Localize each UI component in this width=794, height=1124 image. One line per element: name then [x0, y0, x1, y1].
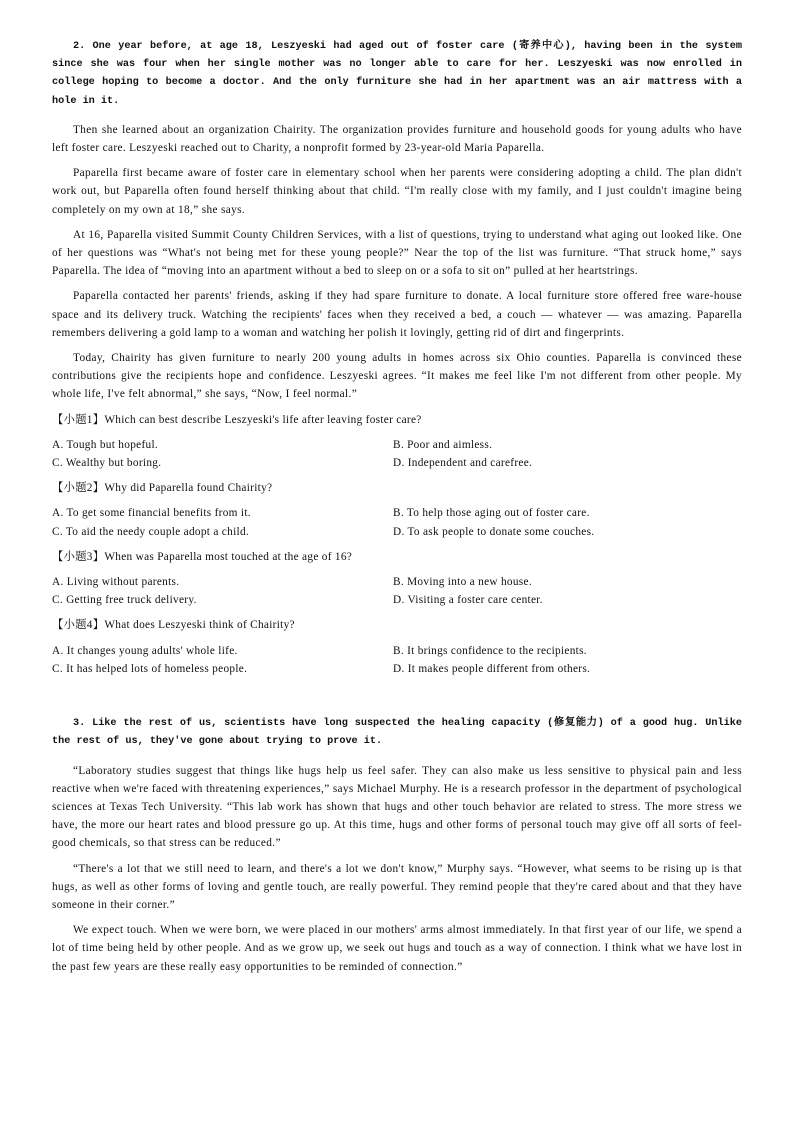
passage-2-paragraph-4: Paparella contacted her parents' friends, asking if they had spare furniture to donate. A local furniture store offered free ware-house space and its delivery truck. Watching the recipients' faces when they received a bed, a couch — whatever — was amazing. Paparella remembers delivering a gold lamp to a woman and watching her polish it lovingly, getting rid of dirt and fingerprints. [52, 290, 742, 339]
passage-3-paragraph-2: “There's a lot that we still need to learn, and there's a lot we don't know,” Murphy says. “However, what seems to be rising up is that hugs, as well as other forms of loving and gentle touch, are really powerful. They remind people that they're cared about and that they have someone in their corner.” [52, 862, 742, 911]
passage-2-paragraph-2: Paparella first became aware of foster care in elementary school when her parents were considering adopting a child. The plan didn't work out, but Paparella often found herself thinking about that child. “I'm really close with my family, and I just couldn't imagine being completely on my own at 18,” she says. [52, 167, 742, 216]
question-3-option-b: B. Moving into a new house. [393, 576, 532, 589]
question-1 [52, 411, 742, 473]
question-3-option-a: A. Living without parents. [52, 576, 180, 589]
passage-3-intro: 3. Like the rest of us, scientists have long suspected the healing capacity (修复能力) of a good hug. Unlike the rest of us, they've gone about trying to prove it. [52, 718, 742, 748]
question-1-option-c: C. Wealthy but boring. [52, 457, 162, 470]
section-spacer [52, 685, 742, 715]
passage-3 [52, 715, 742, 976]
question-3-option-c: C. Getting free truck delivery. [52, 594, 197, 607]
question-1-options [52, 436, 742, 472]
question-2-option-d: D. To ask people to donate some couches. [393, 525, 595, 538]
passage-2-paragraph-1: Then she learned about an organization Chairity. The organization provides furniture and household goods for young adults who have left foster care. Leszyeski reached out to Charity, a nonprofit formed by 23-year-old Maria Paparella. [52, 123, 742, 155]
passage-3-paragraph-3: We expect touch. When we were born, we were placed in our mothers' arms almost immediately. In that first year of our life, we spend a lot of time being held by other people. And as we grow up, we seek out hugs and touch as a way of connection. I think what we have lost in the past few years are these really easy opportunities to be reminded of connection.” [52, 924, 742, 973]
question-3-options [52, 573, 742, 609]
question-4-stem: 【小题4】What does Leszyeski think of Chairity? [52, 619, 295, 632]
question-3-stem: 【小题3】When was Paparella most touched at the age of 16? [52, 550, 353, 563]
question-2-option-c: C. To aid the needy couple adopt a child. [52, 525, 250, 538]
question-4-option-a: A. It changes young adults' whole life. [52, 644, 238, 657]
question-2 [52, 479, 742, 541]
question-1-option-b: B. Poor and aimless. [393, 438, 493, 451]
question-2-options [52, 504, 742, 540]
question-2-stem: 【小题2】Why did Paparella found Chairity? [52, 482, 273, 495]
passage-3-paragraph-1: “Laboratory studies suggest that things like hugs help us feel safer. They can also make us less sensitive to physical pain and less reactive when we're faced with threatening experiences,” says Michael Murphy. He is a research professor in the department of psychological sciences at Texas Tech University. “This lab work has shown that hugs and other touch behavior are related to stress. The more stress we have, the more our heart rates and blood pressure go up. At this time, hugs and other forms of personal touch may give off all sorts of feel-good chemicals, so that stress can be reduced.” [52, 764, 742, 850]
question-1-option-d: D. Independent and carefree. [393, 457, 533, 470]
question-4-option-c: C. It has helped lots of homeless people. [52, 662, 248, 675]
question-2-option-b: B. To help those aging out of foster care. [393, 507, 590, 520]
passage-2 [52, 38, 742, 678]
question-2-option-a: A. To get some financial benefits from it. [52, 507, 251, 520]
question-4-options [52, 642, 742, 678]
document-page [52, 38, 742, 983]
passage-2-paragraph-5: Today, Chairity has given furniture to nearly 200 young adults in homes across six Ohio counties. Paparella is convinced these contributions give the recipients hope and confidence. Leszyeski agrees. “It makes me feel like I'm not different from other people. My whole life, I've felt abnormal,” she says, “Now, I feel normal.” [52, 352, 742, 401]
question-4 [52, 616, 742, 678]
passage-2-intro: 2. One year before, at age 18, Leszyeski had aged out of foster care (寄养中心), having been in the system since she was four when her single mother was no longer able to care for her. Leszyeski was now enrolled in college hoping to become a doctor. And the only furniture she had in her apartment was an air mattress with a hole in it. [52, 41, 742, 107]
passage-2-paragraph-3: At 16, Paparella visited Summit County Children Services, with a list of questions, trying to understand what aging out looked like. One of her questions was “What's not being met for these young people?” Near the top of the list was furniture. “That struck home,” says Paparella. The idea of “moving into an apartment without a bed to sleep on or a sofa to sit on” pulled at her heartstrings. [52, 228, 742, 278]
question-1-option-a: A. Tough but hopeful. [52, 438, 159, 451]
question-4-option-b: B. It brings confidence to the recipients. [393, 644, 587, 657]
question-4-option-d: D. It makes people different from others. [393, 662, 591, 675]
question-3-option-d: D. Visiting a foster care center. [393, 594, 543, 607]
question-3 [52, 548, 742, 610]
question-1-stem: 【小题1】Which can best describe Leszyeski's life after leaving foster care? [52, 413, 422, 426]
